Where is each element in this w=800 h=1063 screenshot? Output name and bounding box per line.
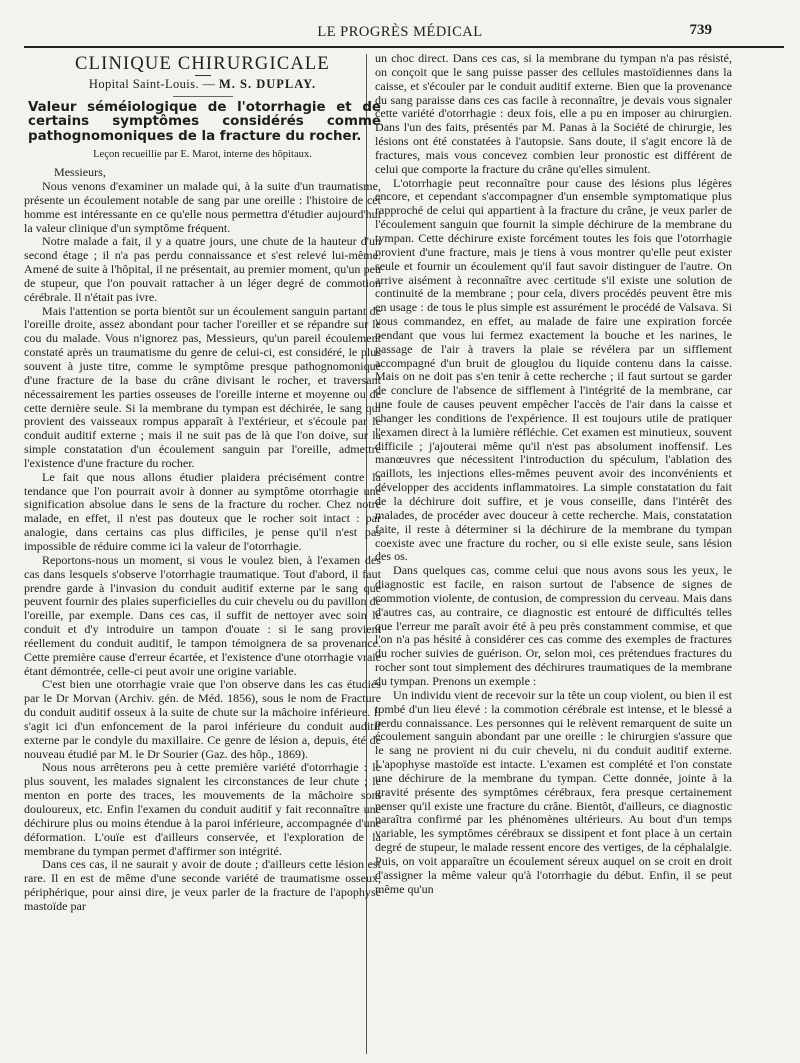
article-title: Valeur séméiologique de l'otorrhagie et de certains symptômes considérés comme pathognomoniques de la fracture du rocher. [28,99,381,144]
surgeon-name: M. S. DUPLAY. [218,77,317,91]
right-column [375,52,732,896]
journal-title: LE PROGRÈS MÉDICAL [317,24,483,40]
body-paragraph: Mais l'attention se porta bientôt sur un écoulement sanguin partant de l'oreille droite, assez abondant pour tacher l'oreiller et se répandre sur le cou du malade. Vous n'ignorez pas, Messieurs, qu'un pareil écoulement constaté après un traumatisme du genre de celui-ci, est considéré, le plus souvent à juste titre, comme le symptôme presque pathognomonique d'une fracture de la base du crâne divisant le rocher, et traversant nécessairement les parties osseuses de l'oreille interne et moyenne ou de cette dernière seule. Si la membrane du tympan est déchirée, le sang qui provient des vaisseaux rompus apparaît à l'extérieur, et s'écoule par le conduit auditif externe ; mais il ne suit pas de là que l'on doive, sur la simple constatation d'un écoulement sanguin par l'oreille, admettre l'existence d'une fracture du rocher. [24,303,381,470]
body-paragraph: L'otorrhagie peut reconnaître pour cause des lésions plus légères encore, et cependant s'accompagner d'un ensemble symptomatique plus rapproché de celui qui appartient à la fracture du crâne, je veux parler de l'écoulement sanguin que fournit la simple déchirure de la membrane du tympan. Cette déchirure existe forcément toutes les fois que l'otorrhagie provient d'une fracture, mais je tiens à vous montrer qu'elle peut exister seule et fournir un écoulement qu'il faut savoir distinguer de l'autre. On arrive aisément à reconnaître avec certitude s'il existe une solution de continuité de la membrane ; pour cela, divers procédés peuvent être mis en usage : de tous le plus simple est assurément le procédé de Valsava. Si vous commandez, en effet, au malade de faire une expiration forcée pendant que vous lui fermez exactement la bouche et les narines, le passage de l'air à travers la plaie se révélera par un sifflement accompagné d'un bruit de glouglou du liquide contenu dans la caisse. Mais on ne doit pas s'en tenir à cette recherche ; il faut surtout se garder de conclure de l'absence de sifflement à l'intégrité de la membrane, car une foule de causes peuvent empêcher l'accès de l'air dans la caisse et changer les conditions de l'expérience. Il est toujours utile de pratiquer l'examen direct à la lumière réfléchie. Cet examen est minutieux, souvent difficile ; j'ajouterai même qu'il n'est pas absolument inoffensif. Les manœuvres que nécessitent l'introduction du spéculum, l'ablation des caillots, les injections elles-mêmes peuvent avoir des inconvénients et développer des accidents inflammatoires. La simple constatation du fait de la déchirure doit suffire, et je vous conseille, dans l'intérêt des malades, de procéder avec douceur à cette recherche. Mais, constatation faite, il reste à déterminer si la déchirure de la membrane du tympan coexiste avec une fracture du rocher, ou si elle existe seule, sans lésion des os. [375,175,732,564]
page-number: 739 [689,22,712,38]
hospital-line [24,78,381,92]
body-paragraph: Notre malade a fait, il y a quatre jours, une chute de la hauteur d'un second étage ; il n'a pas perdu connaissance et s'est relevé lui-même. Amené de suite à l'hôpital, il ne présentait, au premier moment, qu'un peu de stupeur, que l'on pouvait rattacher à un léger degré de commotion cérébrale. Il n'était pas ivre. [24,234,381,304]
title-rule [173,96,233,97]
article-byline: Leçon recueillie par E. Marot, interne des hôpitaux. [93,149,312,161]
salutation: Messieurs, [54,165,106,180]
left-column [24,52,381,914]
body-paragraph: Nous nous arrêterons peu à cette première variété d'otorrhagie : le plus souvent, les malades signalent les circonstances de leur chute ; le menton en porte des traces, les mouvements de la mâchoire sont douloureux, etc. Enfin l'examen du conduit auditif y fait reconnaître une déchirure plus ou moins étendue à la paroi inférieure, accompagnée d'une déformation. L'ouïe est d'ailleurs conservée, et l'exploration de la membrane du tympan permet d'affirmer son intégrité. [24,760,381,858]
section-title: CLINIQUE CHIRURGICALE [75,54,330,74]
body-paragraph: C'est bien une otorrhagie vraie que l'on observe dans les cas étudiés par le Dr Morvan (Archiv. gén. de Méd. 1856), sous le nom de Fracture du conduit auditif osseux à la suite de chute sur la mâchoire inférieure. Il s'agit ici d'un enfoncement de la paroi inférieure du conduit auditif externe par le condyle du maxillaire. Ce genre de lésion a, depuis, été de nouveau étudié par M. le Dr Sourier (Gaz. des hôp., 1869). [24,677,381,761]
right-body [375,52,732,896]
body-paragraph: Le fait que nous allons étudier plaidera précisément contre la tendance que l'on pourrait avoir à donner au symptôme otorrhagie une signification absolue dans le sens de la fracture du rocher. Chez notre malade, en effet, il n'est pas douteux que le rocher soit intact : par analogie, dans certains cas plus difficiles, je pense qu'il n'est pas impossible de réduire comme ici la valeur de l'otorrhagie. [24,469,381,553]
body-paragraph: Dans ces cas, il ne saurait y avoir de doute ; d'ailleurs cette lésion est rare. Il en est de même d'une seconde variété de traumatisme osseux, périphérique, pour ainsi dire, je veux parler de la fracture de l'apophyse mastoïde par [24,857,381,913]
body-paragraph: un choc direct. Dans ces cas, si la membrane du tympan n'a pas résisté, on conçoit que le sang puisse passer des cellules mastoïdiennes dans la caisse, et s'écouler par le conduit auditif externe. Bien que la provenance du sang paraisse dans ces cas facile à reconnaître, je devais vous signaler cette variété d'otorrhagie : deux fois, elle a pu en imposer au chirurgien. Dans l'un des faits, présentés par M. Panas à la Société de chirurgie, les lésions ont été constatées à l'autopsie. Sans doute, il s'agit encore là de fractures, mais vous concevez combien leur pronostic est différent de celui que comporte la fracture du crâne qu'elles simulent. [375,51,732,176]
body-paragraph: Un individu vient de recevoir sur la tête un coup violent, ou bien il est tombé d'un lieu élevé : la commotion cérébrale est intense, et le blessé a perdu connaissance. Les personnes qui le relèvent remarquent de suite un écoulement sanguin abondant par une oreille : le chirurgien s'assure que le sang ne provient ni du cuir chevelu, ni du conduit auditif externe. L'apophyse mastoïde est intacte. L'examen est complété et l'on constate une déchirure de la membrane du tympan. Cette donnée, jointe à la gravité présente des symptômes cérébraux, fera presque certainement penser qu'il existe une fracture du crâne. Bientôt, d'ailleurs, ce diagnostic paraîtra confirmé par les phénomènes ultérieurs. Au bout d'un temps variable, les symptômes cérébraux se dissipent et font place à un certain degré de stupeur, le malade ressent encore des vertiges, de la céphalalgie. Puis, on voit apparaître un écoulement séreux auquel on se croit en droit d'assigner la même valeur qu'à l'otorrhagie du début. Enfin, il se peut même qu'un [375,687,732,896]
body-paragraph: Nous venons d'examiner un malade qui, à la suite d'un traumatisme, présente un écoulement notable de sang par une oreille : l'histoire de cet homme est intéressante en ce qu'elle nous permettra d'étudier aujourd'hui la valeur clinique d'un symptôme fréquent. [24,179,381,235]
body-paragraph: Reportons-nous un moment, si vous le voulez bien, à l'examen des cas dans lesquels s'observe l'otorrhagie traumatique. Tout d'abord, il faut prendre garde à l'invasion du conduit auditif externe par le sang que peuvent fournir des plaies superficielles du cuir chevelu ou du pavillon de l'oreille, par exemple. Dans ces cas, il suffit de nettoyer avec soin le conduit et d'y introduire un tampon d'ouate : si le sang provient réellement du conduit auditif, le tampon témoignera de sa provenance. Cette première cause d'erreur écartée, et l'existence d'une otorrhagie vraie étant démontrée, celle-ci peut avoir une origine variable. [24,552,381,678]
body-paragraph: Dans quelques cas, comme celui que nous avons sous les yeux, le diagnostic est facile, en raison surtout de l'absence de signes de commotion violente, de contusion, de compression du cerveau. Mais dans d'autres cas, au contraire, ce diagnostic est entouré de difficultés telles que l'erreur me paraît avoir été à peu près constamment commise, et que l'on n'a pas hésité à considérer ces cas comme des exemples de fractures du rocher suivies de guérison. Or, selon moi, ces prétendues fractures du rocher sont tout simplement des déchirures traumatiques de la membrane du tympan. Prenons un exemple : [375,563,732,688]
left-body [24,180,381,914]
header-rule [24,46,784,48]
page-header [0,22,800,44]
section-rule [195,75,211,76]
hospital-name: Hopital Saint-Louis. — [88,77,216,91]
